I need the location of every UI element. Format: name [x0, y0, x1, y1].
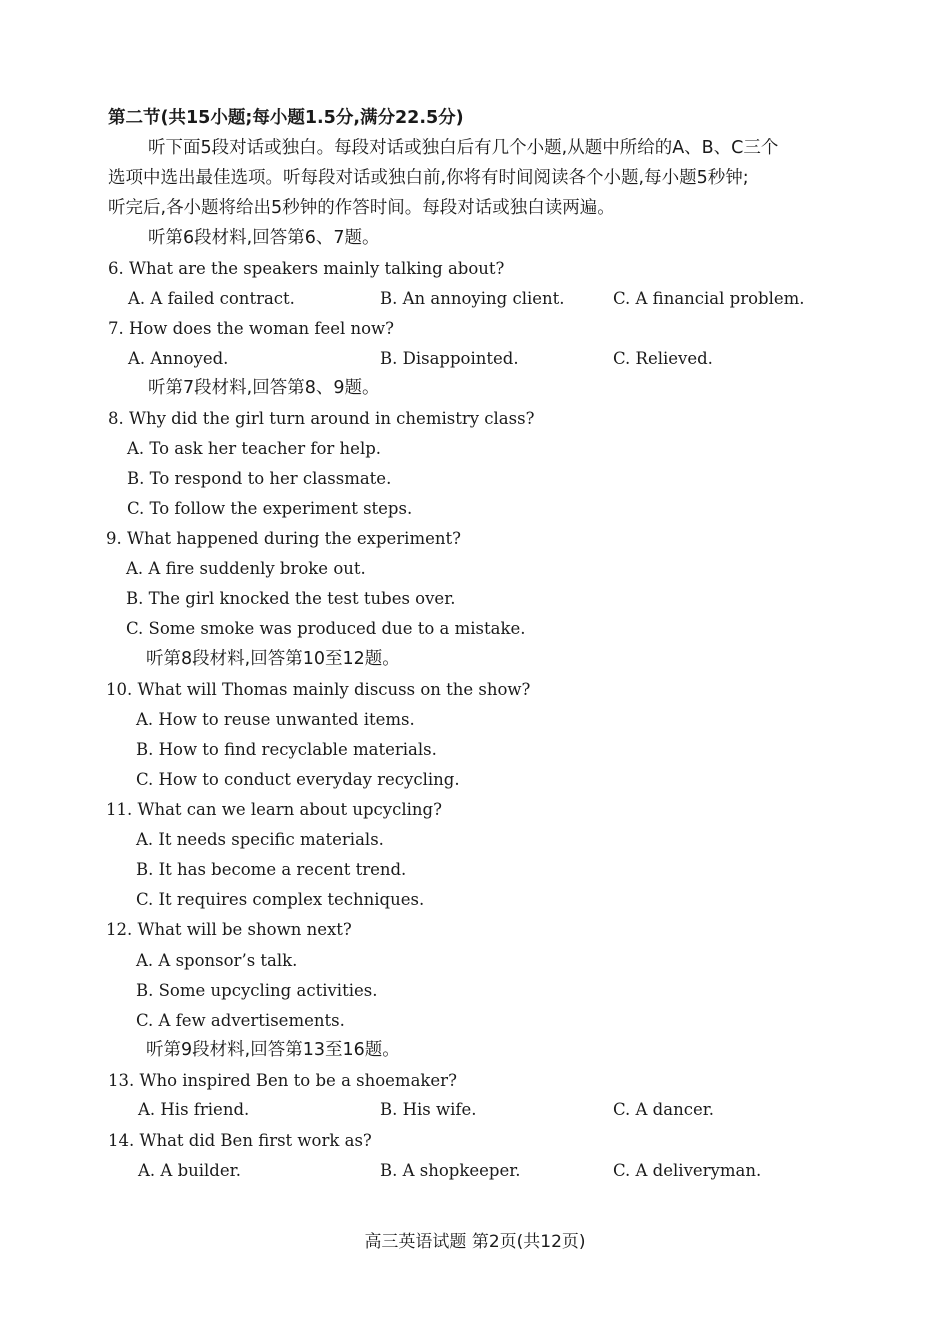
option-b: B. Some upcycling activities.: [136, 981, 378, 1000]
option-c: C. A financial problem.: [613, 289, 805, 308]
option-b: B. The girl knocked the test tubes over.: [126, 589, 456, 608]
option-b: B. It has become a recent trend.: [136, 860, 407, 879]
question-stem: 7. How does the woman feel now?: [108, 319, 395, 338]
option-c: C. Relieved.: [613, 349, 713, 368]
option-a: A. It needs specific materials.: [136, 830, 384, 849]
option-c: C. Some smoke was produced due to a mistake.: [126, 619, 526, 638]
option-a: A. His friend.: [138, 1100, 250, 1119]
option-a: A. A sponsor’s talk.: [136, 951, 298, 970]
option-a: A. Annoyed.: [128, 349, 229, 368]
option-b: B. To respond to her classmate.: [127, 469, 392, 488]
question-stem: 13. Who inspired Ben to be a shoemaker?: [108, 1071, 457, 1090]
question-stem: 11. What can we learn about upcycling?: [106, 800, 442, 819]
question-stem: 10. What will Thomas mainly discuss on the show?: [106, 680, 531, 699]
option-b: B. An annoying client.: [380, 289, 565, 308]
instruction-line: 听完后,各小题将给出5秒钟的作答时间。每段对话或独白读两遍。: [108, 198, 615, 218]
question-stem: 9. What happened during the experiment?: [106, 529, 461, 548]
question-stem: 8. Why did the girl turn around in chemistry class?: [108, 409, 535, 428]
option-b: B. How to find recyclable materials.: [136, 740, 437, 759]
option-c: C. To follow the experiment steps.: [127, 499, 413, 518]
question-stem: 6. What are the speakers mainly talking about?: [108, 259, 505, 278]
option-c: C. How to conduct everyday recycling.: [136, 770, 460, 789]
option-a: A. A builder.: [138, 1161, 241, 1180]
option-b: B. Disappointed.: [380, 349, 519, 368]
group-intro: 听第6段材料,回答第6、7题。: [148, 228, 380, 248]
group-intro: 听第9段材料,回答第13至16题。: [146, 1040, 400, 1060]
option-c: C. A few advertisements.: [136, 1011, 345, 1030]
group-intro: 听第8段材料,回答第10至12题。: [146, 649, 400, 669]
question-stem: 14. What did Ben first work as?: [108, 1131, 372, 1150]
page-footer: 高三英语试题 第2页(共12页): [364, 1232, 586, 1252]
option-b: B. A shopkeeper.: [380, 1161, 521, 1180]
option-a: A. To ask her teacher for help.: [127, 439, 382, 458]
option-c: C. A dancer.: [613, 1100, 715, 1119]
section-heading: 第二节(共15小题;每小题1.5分,满分22.5分): [108, 108, 464, 128]
instruction-line: 选项中选出最佳选项。听每段对话或独白前,你将有时间阅读各个小题,每小题5秒钟;: [108, 168, 749, 188]
option-c: C. A deliveryman.: [613, 1161, 762, 1180]
option-b: B. His wife.: [380, 1100, 477, 1119]
option-a: A. A failed contract.: [128, 289, 295, 308]
option-c: C. It requires complex techniques.: [136, 890, 425, 909]
option-a: A. A fire suddenly broke out.: [126, 559, 366, 578]
question-stem: 12. What will be shown next?: [106, 920, 352, 939]
option-a: A. How to reuse unwanted items.: [136, 710, 415, 729]
group-intro: 听第7段材料,回答第8、9题。: [148, 378, 380, 398]
instruction-line: 听下面5段对话或独白。每段对话或独白后有几个小题,从题中所给的A、B、C三个: [148, 138, 779, 158]
